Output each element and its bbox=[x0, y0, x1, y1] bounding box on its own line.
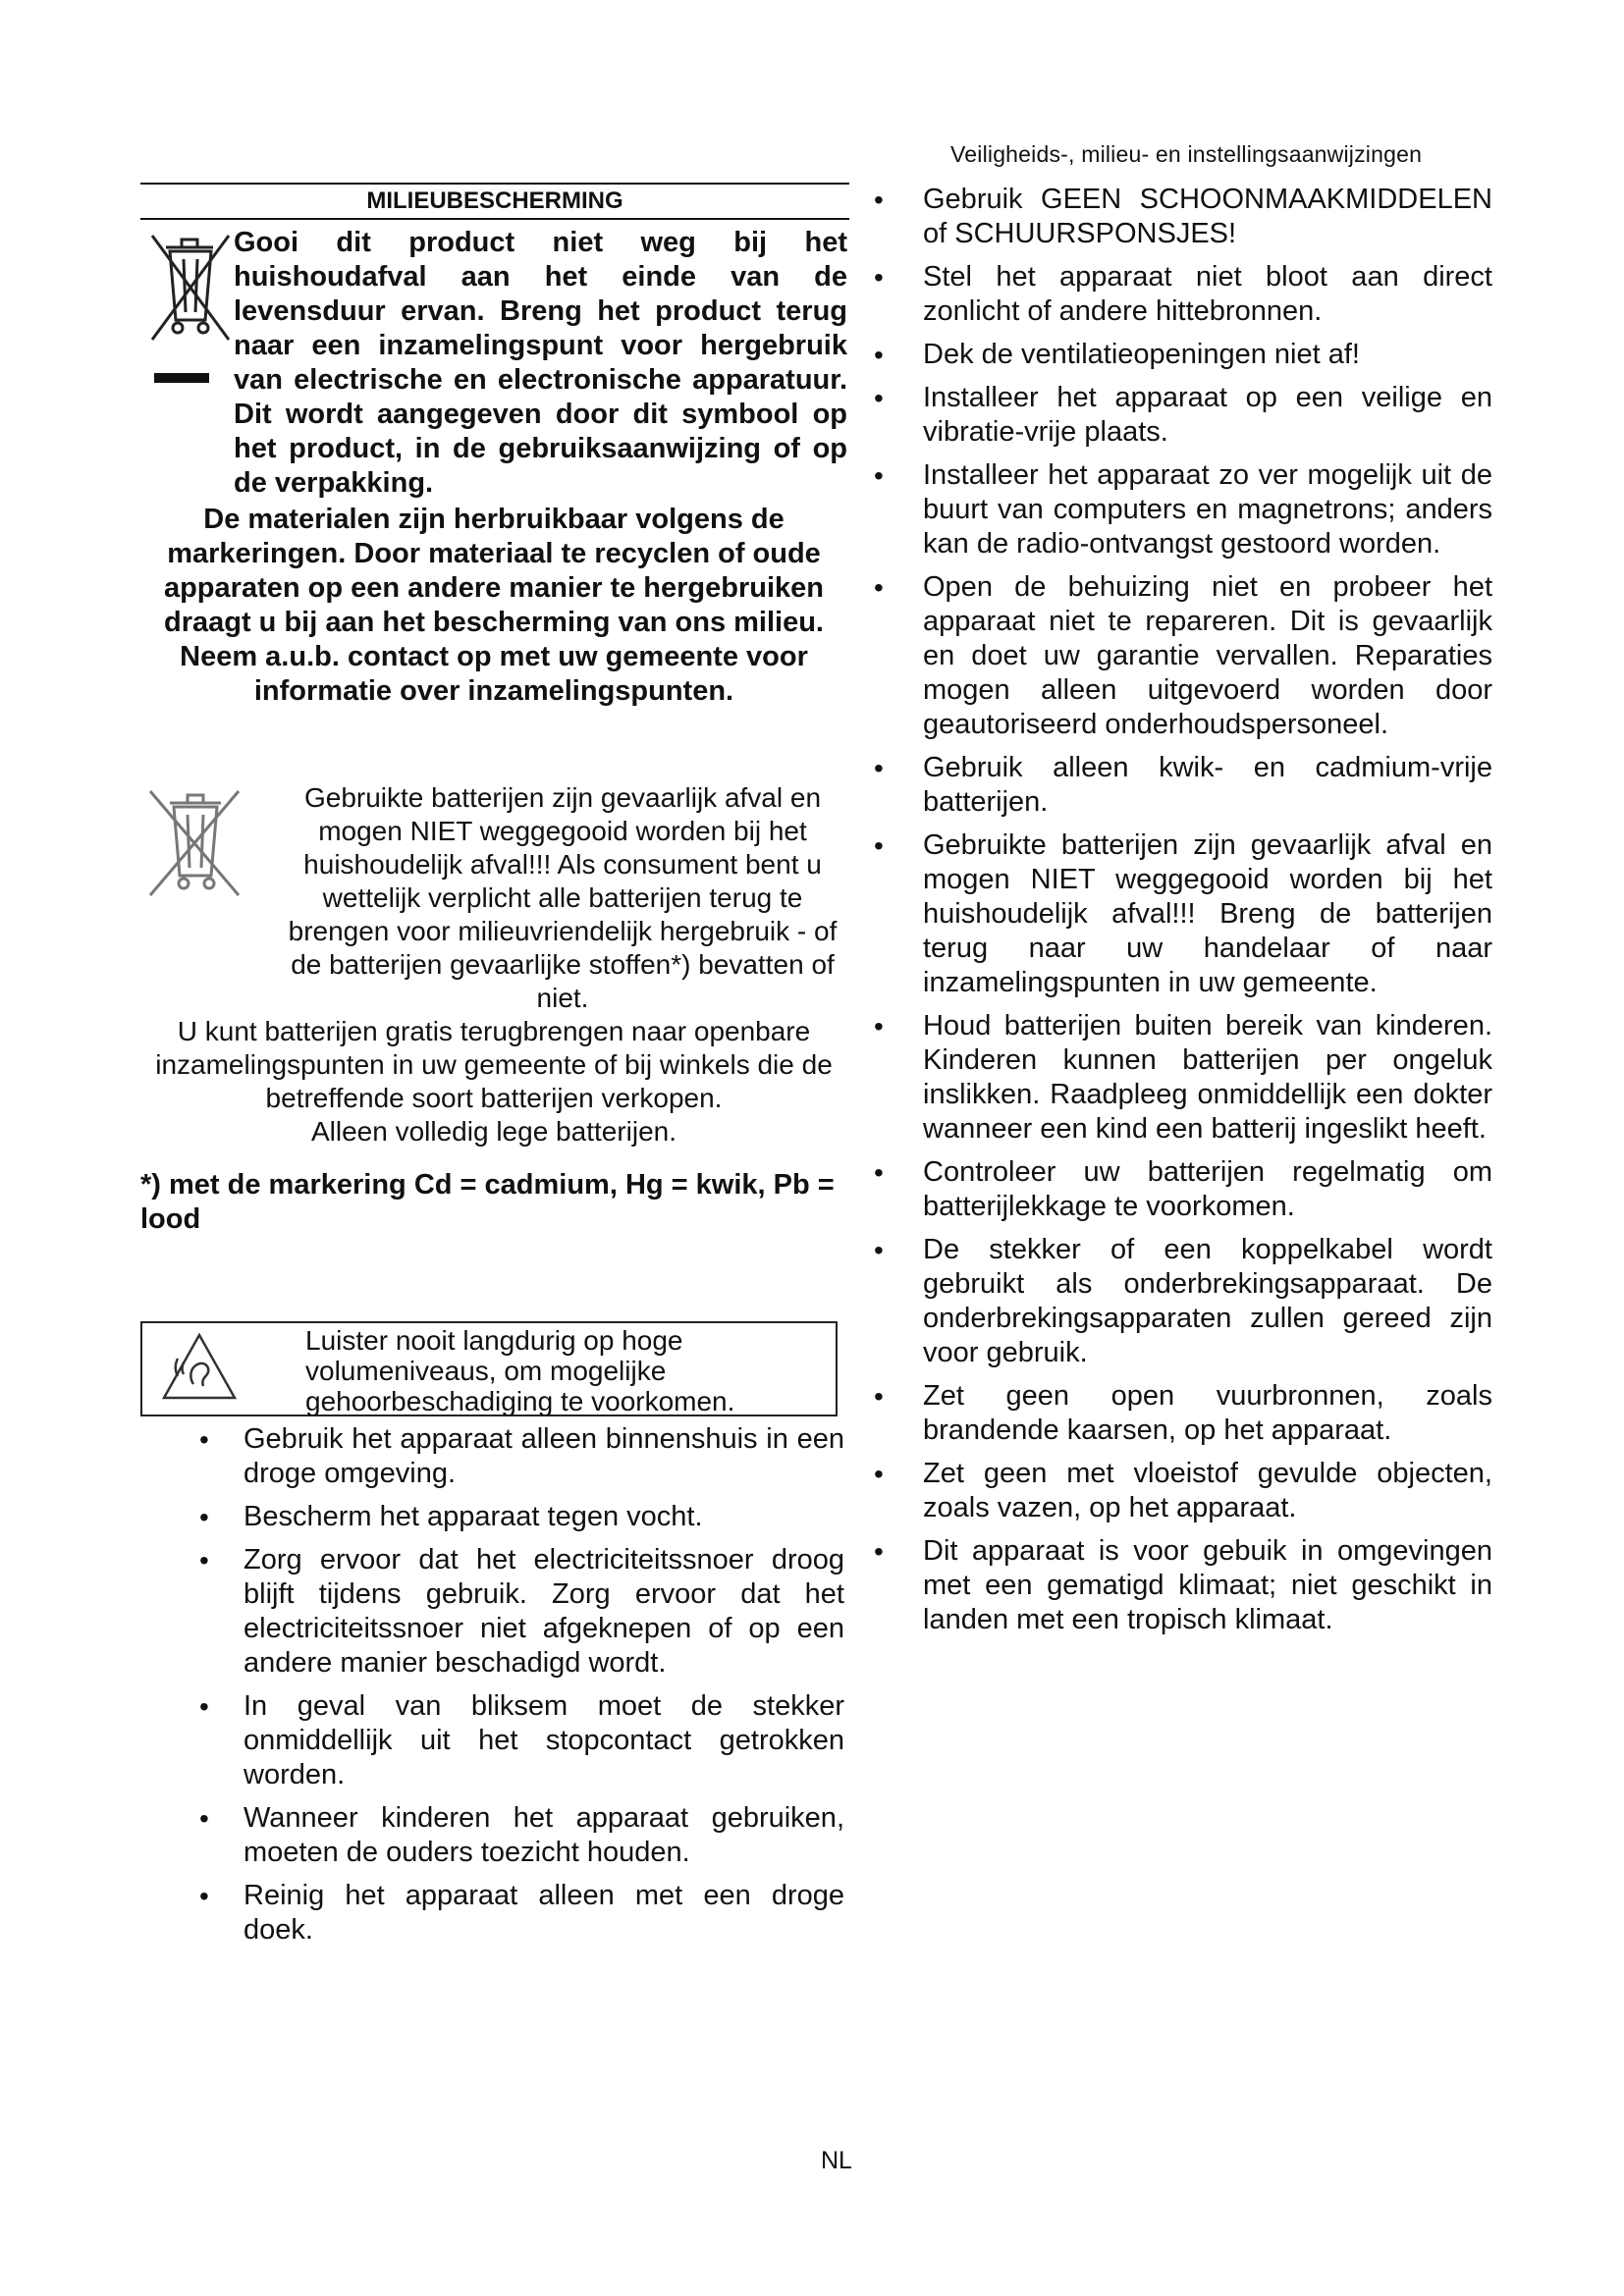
bullet-icon: • bbox=[874, 830, 884, 861]
list-item bbox=[864, 1009, 1492, 1147]
list-item-text: Open de behuizing niet en probeer het apparaat niet te repareren. Dit is gevaarlijk en doet uw garantie vervallen. Reparaties mogen alleen uitgevoerd worden door geautoriseerd onderhoudspersoneel. bbox=[923, 571, 1492, 740]
recycle-text: De materialen zijn herbruikbaar volgens de markeringen. Door materiaal te recyclen of oude apparaten op een andere manier te hergebruiken draagt u bij aan het bescherming van ons milieu. Neem a.u.b. contact op met uw gemeente voor informatie over inzamelingspunten. bbox=[163, 504, 825, 707]
weee-block bbox=[140, 226, 847, 501]
bullet-icon: • bbox=[874, 340, 884, 370]
list-item-text: Gebruikte batterijen zijn gevaarlijk afval en mogen NIET weggegooid worden bij het huishoudelijk afval!!! Breng de batterijen terug naar uw handelaar of naar inzamelingspunten in uw gemeente. bbox=[923, 829, 1492, 998]
list-item bbox=[140, 1543, 844, 1681]
list-item bbox=[864, 1233, 1492, 1370]
list-item bbox=[140, 1500, 844, 1534]
list-item-text: Zet geen open vuurbronnen, zoals brandende kaarsen, op het apparaat. bbox=[923, 1380, 1492, 1446]
list-item bbox=[864, 751, 1492, 820]
left-bullet-list bbox=[140, 1422, 847, 1948]
battery-block bbox=[140, 781, 847, 1015]
list-item-text: Bescherm het apparaat tegen vocht. bbox=[244, 1501, 703, 1532]
list-item bbox=[864, 1457, 1492, 1525]
list-item-text: De stekker of een koppelkabel wordt gebruikt als onderbrekingsapparaat. De onderbrekingsapparaten zullen gereed zijn voor gebruik. bbox=[923, 1234, 1492, 1368]
list-item-text: Installeer het apparaat op een veilige en vibratie-vrije plaats. bbox=[923, 382, 1492, 448]
list-item-text: Gebruik GEEN SCHOONMAAKMIDDELEN of SCHUURSPONSJES! bbox=[923, 184, 1492, 249]
bullet-icon: • bbox=[874, 572, 884, 603]
bullet-icon: • bbox=[199, 1881, 209, 1911]
crossed-out-bin-battery-icon bbox=[140, 785, 248, 903]
list-item-text: Dit apparaat is voor gebuik in omgevingen met een gematigd klimaat; niet geschikt in landen met een tropisch klimaat. bbox=[923, 1535, 1492, 1635]
battery-text: Gebruikte batterijen zijn gevaarlijk afval en mogen NIET weggegooid worden bij het huishoudelijk afval!!! Als consument bent u wettelijk verplicht alle batterijen terug te brengen voor milieuvriendelijk hergebruik - of de batterijen gevaarlijke stoffen*) bevatten of niet. bbox=[288, 782, 838, 1013]
bullet-icon: • bbox=[874, 1381, 884, 1412]
bullet-icon: • bbox=[874, 1459, 884, 1489]
list-item-text: In geval van bliksem moet de stekker onmiddellijk uit het stopcontact getrokken worden. bbox=[244, 1690, 844, 1790]
page-language-label: NL bbox=[821, 2147, 852, 2174]
bullet-icon: • bbox=[199, 1424, 209, 1455]
hearing-warning-text: Luister nooit langdurig op hoge volumeniveaus, om mogelijke gehoorbeschadiging te voorkomen. bbox=[305, 1325, 735, 1416]
list-item bbox=[864, 381, 1492, 450]
list-item-text: Installeer het apparaat zo ver mogelijk uit de buurt van computers en magnetrons; anders kan de radio-ontvangst gestoord worden. bbox=[923, 459, 1492, 560]
list-item-text: Controleer uw batterijen regelmatig om batterijlekkage te voorkomen. bbox=[923, 1156, 1492, 1222]
list-item bbox=[864, 260, 1492, 329]
list-item-text: Gebruik het apparaat alleen binnenshuis in een droge omgeving. bbox=[244, 1423, 844, 1489]
list-item bbox=[864, 183, 1492, 251]
list-item-text: Houd batterijen buiten bereik van kinderen. Kinderen kunnen batterijen per ongeluk inslikken. Raadpleeg onmiddellijk een dokter wanneer een kind een batterij ingeslikt heeft. bbox=[923, 1010, 1492, 1145]
right-column bbox=[864, 183, 1492, 1646]
right-bullet-list bbox=[864, 183, 1492, 1637]
list-item-text: Gebruik alleen kwik- en cadmium-vrije batterijen. bbox=[923, 752, 1492, 818]
bullet-icon: • bbox=[874, 753, 884, 783]
bullet-icon: • bbox=[874, 262, 884, 293]
list-item bbox=[864, 458, 1492, 561]
list-item bbox=[864, 338, 1492, 372]
bullet-icon: • bbox=[874, 185, 884, 215]
list-item bbox=[140, 1422, 844, 1491]
list-item bbox=[140, 1879, 844, 1948]
bullet-icon: • bbox=[199, 1502, 209, 1532]
list-item bbox=[864, 1379, 1492, 1448]
list-item bbox=[864, 570, 1492, 742]
bullet-icon: • bbox=[199, 1803, 209, 1834]
list-item-text: Dek de ventilatieopeningen niet af! bbox=[923, 339, 1360, 370]
left-column bbox=[140, 183, 847, 1956]
list-item-text: Zet geen met vloeistof gevulde objecten, zoals vazen, op het apparaat. bbox=[923, 1458, 1492, 1523]
hearing-warning-box bbox=[140, 1321, 838, 1416]
bullet-icon: • bbox=[874, 1235, 884, 1265]
bullet-icon: • bbox=[874, 1011, 884, 1041]
list-item-text: Stel het apparaat niet bloot aan direct zonlicht of andere hittebronnen. bbox=[923, 261, 1492, 327]
list-item-text: Reinig het apparaat alleen met een droge doek. bbox=[244, 1880, 844, 1946]
list-item-text: Zorg ervoor dat het electriciteitssnoer droog blijft tijdens gebruik. Zorg ervoor dat het electriciteitssnoer niet afgeknepen of op een andere manier beschadigd wordt. bbox=[244, 1544, 844, 1679]
list-item bbox=[140, 1801, 844, 1870]
list-item bbox=[140, 1689, 844, 1792]
bullet-icon: • bbox=[874, 460, 884, 491]
list-item bbox=[864, 1155, 1492, 1224]
hearing-warning-icon bbox=[160, 1331, 239, 1402]
footnote: *) met de markering Cd = cadmium, Hg = kwik, Pb = lood bbox=[140, 1169, 835, 1235]
list-item bbox=[864, 828, 1492, 1000]
battery-return-text: U kunt batterijen gratis terugbrengen naar openbare inzamelingspunten in uw gemeente of bij winkels die de betreffende soort batterijen verkopen. bbox=[155, 1016, 833, 1113]
crossed-out-bin-icon bbox=[144, 226, 233, 353]
bullet-icon: • bbox=[874, 1157, 884, 1188]
section-title: MILIEUBESCHERMING bbox=[140, 183, 849, 220]
weee-bar bbox=[154, 373, 209, 383]
list-item bbox=[864, 1534, 1492, 1637]
bullet-icon: • bbox=[874, 383, 884, 413]
battery-empty-text: Alleen volledig lege batterijen. bbox=[310, 1116, 677, 1147]
page-header: Veiligheids-, milieu- en instellingsaanwijzingen bbox=[950, 141, 1423, 167]
bullet-icon: • bbox=[874, 1536, 884, 1567]
list-item-text: Wanneer kinderen het apparaat gebruiken, moeten de ouders toezicht houden. bbox=[244, 1802, 844, 1868]
bullet-icon: • bbox=[199, 1545, 209, 1575]
weee-text: Gooi dit product niet weg bij het huishoudafval aan het einde van de levensduur ervan. Breng het product terug naar een inzamelingspunt voor hergebruik van electrische en electronische apparatuur. Dit wordt aangegeven door dit symbool op het product, in de gebruiksaanwijzing of op de verpakking. bbox=[234, 227, 847, 499]
bullet-icon: • bbox=[199, 1691, 209, 1722]
